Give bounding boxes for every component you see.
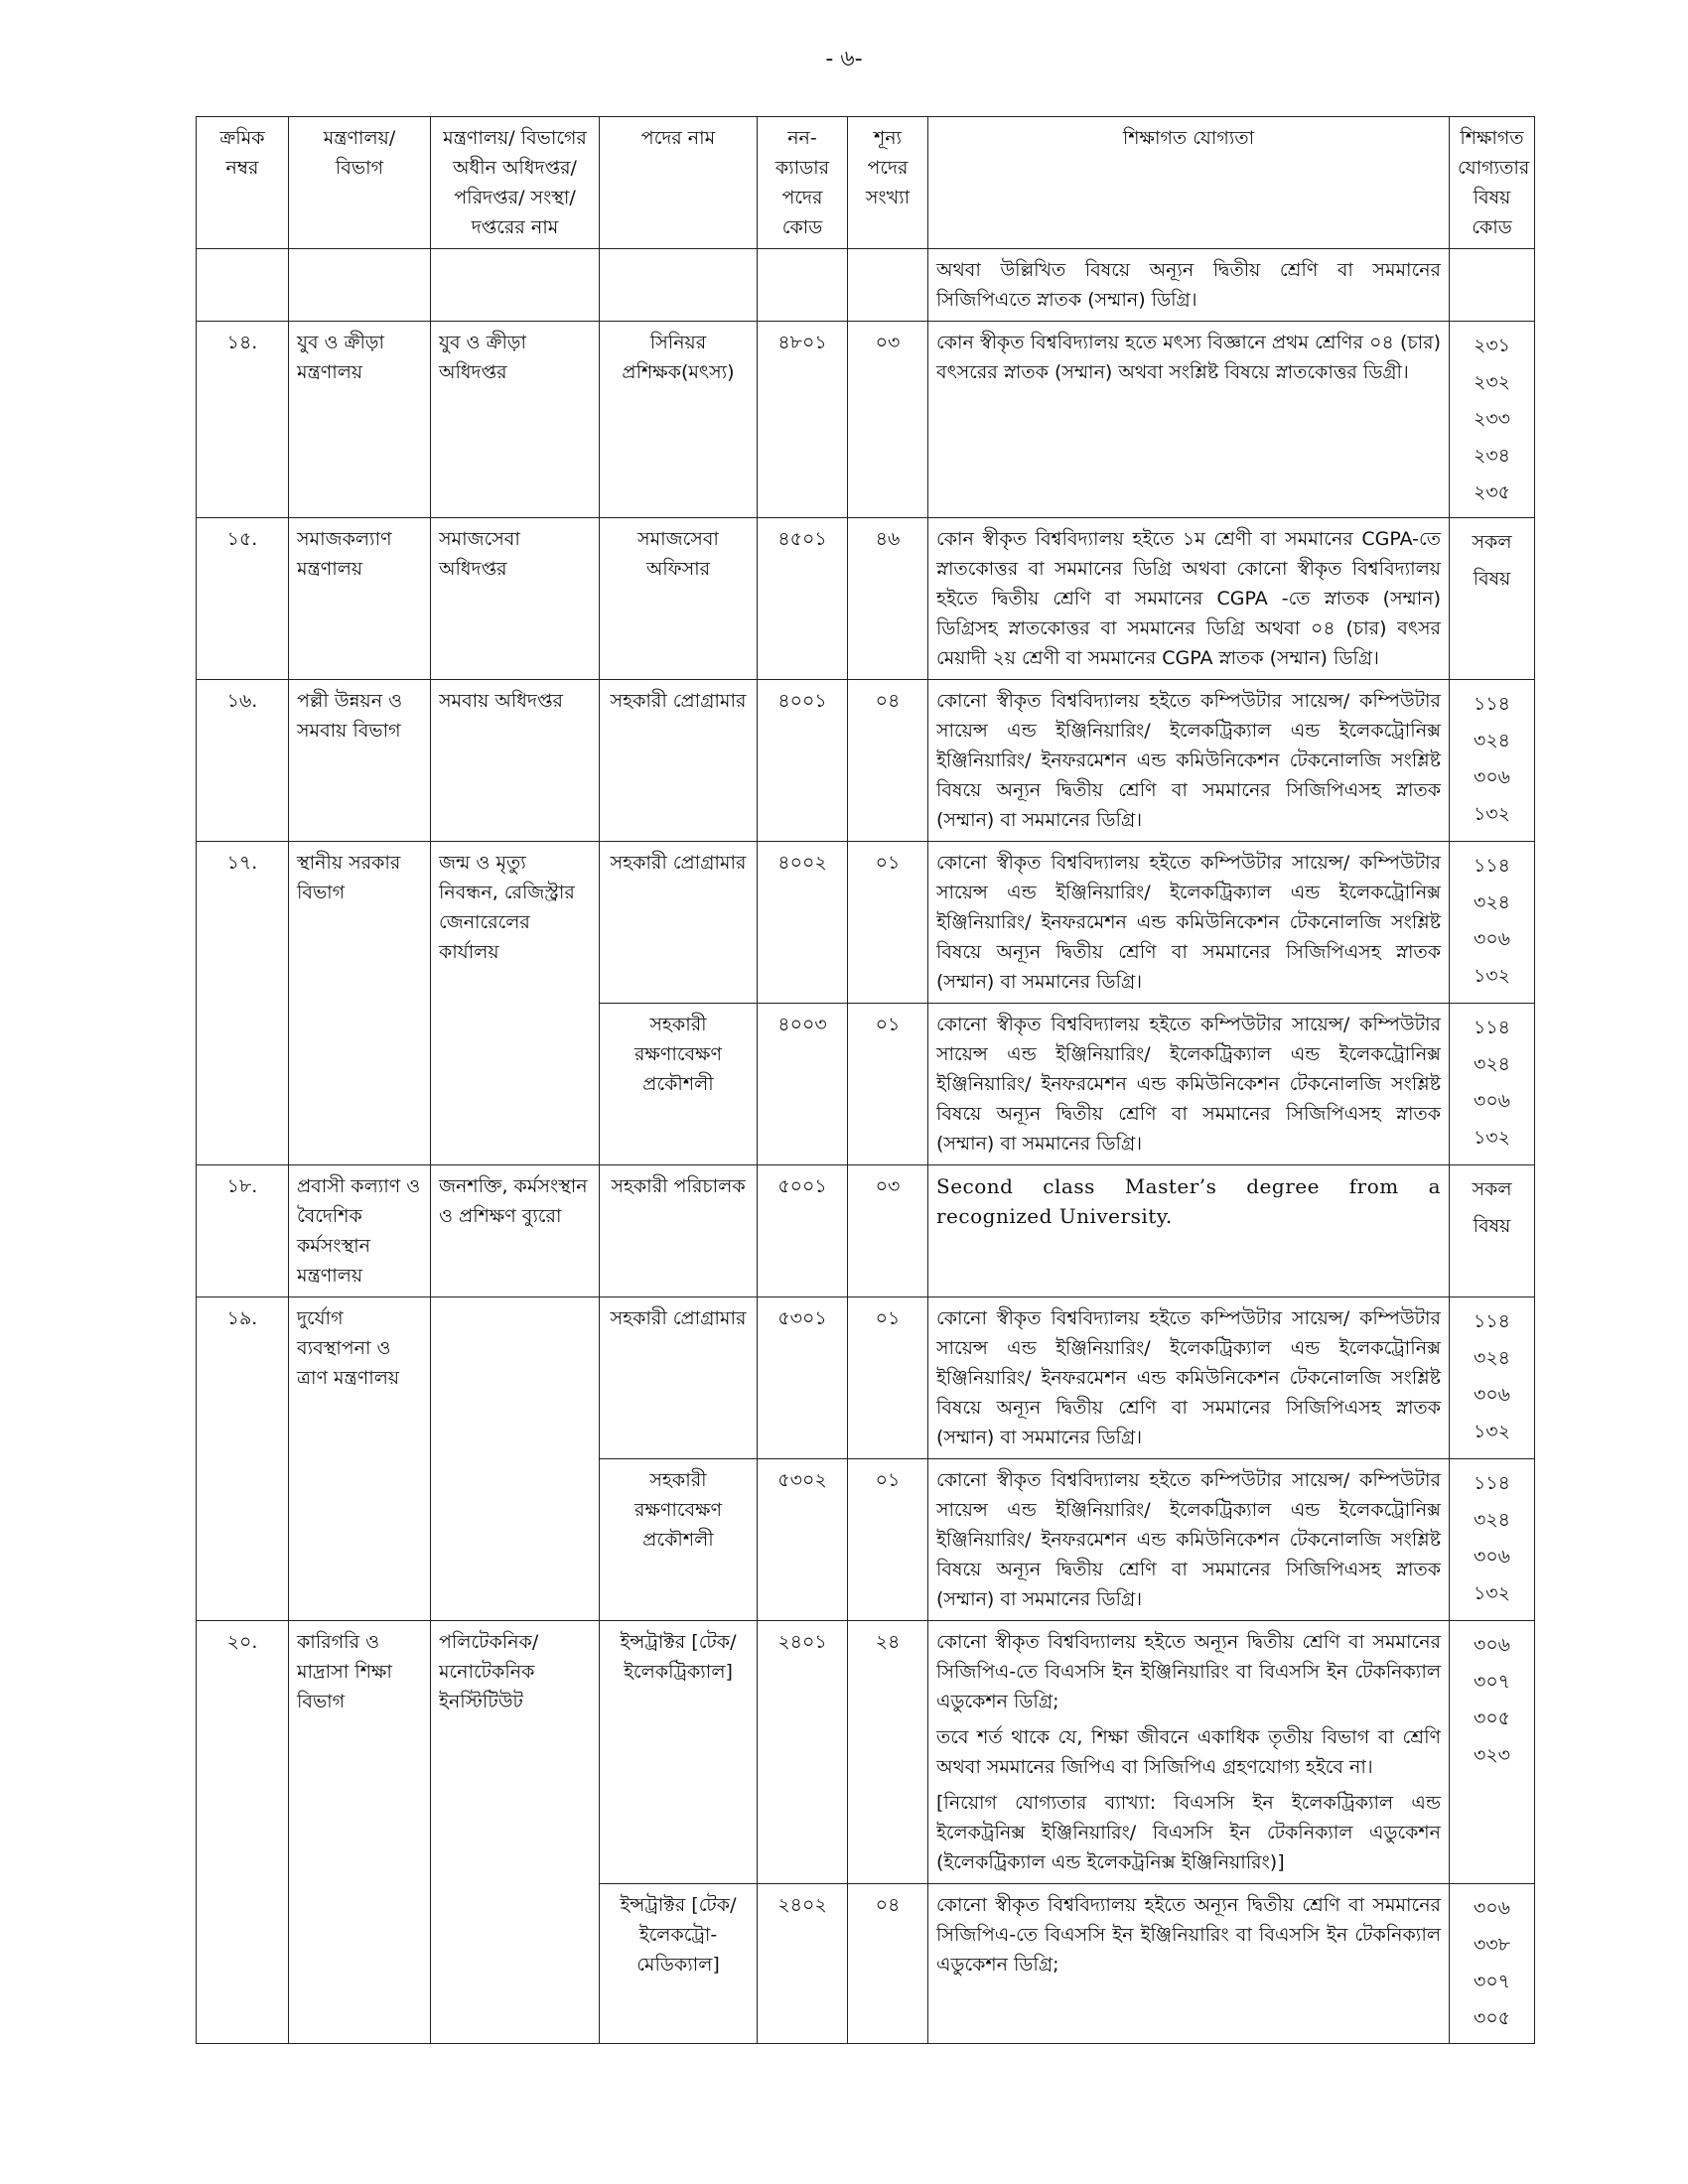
subject-code: ৩০৬ bbox=[1473, 1090, 1511, 1112]
qualification-cell bbox=[928, 1004, 1450, 1165]
subject-code: ৩২৪ bbox=[1473, 730, 1511, 751]
qualification-text: কোন স্বীকৃত বিশ্ববিদ্যালয় হতে মৎস্য বিজ্ঞানে প্রথম শ্রেণির ০৪ (চার) বৎসরের স্নাতক (সম্মান) অথবা সংশ্লিষ্ট বিষয়ে স্নাতকোত্তর ডিগ্রী। bbox=[936, 332, 1441, 383]
vacancy-cell: ০৪ bbox=[848, 1884, 928, 2044]
table-header-row bbox=[197, 117, 1535, 249]
subject-code-cell bbox=[1450, 518, 1535, 680]
subject-code-cell bbox=[1450, 1165, 1535, 1297]
subject-code: ১৩২ bbox=[1473, 965, 1511, 987]
subject-code-cell bbox=[1450, 1297, 1535, 1459]
subject-code-cell bbox=[1450, 1459, 1535, 1621]
post-name-cell: সমাজসেবা অফিসার bbox=[600, 518, 758, 680]
qualification-cell bbox=[928, 1621, 1450, 1884]
header-code: নন-ক্যাডার পদের কোড bbox=[758, 117, 848, 249]
subject-code: ৩০৬ bbox=[1473, 928, 1511, 950]
post-name-cell: সিনিয়র প্রশিক্ষক(মৎস্য) bbox=[600, 322, 758, 518]
subject-code: ৩২৩ bbox=[1473, 1744, 1511, 1766]
office-cell: সমবায় অধিদপ্তর bbox=[431, 680, 600, 842]
table-body bbox=[197, 249, 1535, 2044]
qualification-text: কোনো স্বীকৃত বিশ্ববিদ্যালয় হইতে কম্পিউটার সায়েন্স/ কম্পিউটার সায়েন্স এন্ড ইঞ্জিনিয়ারিং/ ইলেকট্রিক্যাল এন্ড ইলেকট্রোনিক্স ইঞ্জিনিয়ারিং/ ইনফরমেশন এন্ড কমিউনিকেশন টেকনোলজি সংশ্লিষ্ট বিষয়ে অন্যূন দ্বিতীয় শ্রেণি বা সমমানের সিজিপিএসহ স্নাতক (সম্মান) বা সমমানের ডিগ্রি। bbox=[936, 1469, 1441, 1610]
subject-code-cell bbox=[1450, 1884, 1535, 2044]
subject-code: ৩০৬ bbox=[1473, 1546, 1511, 1568]
header-qualification: শিক্ষাগত যোগ্যতা bbox=[928, 117, 1450, 249]
subject-code: ১৩২ bbox=[1473, 1127, 1511, 1149]
ministry-cell: কারিগরি ও মাদ্রাসা শিক্ষা বিভাগ bbox=[289, 1621, 431, 2044]
vacancy-cell: ৪৬ bbox=[848, 518, 928, 680]
subject-code: ৩০৫ bbox=[1473, 2007, 1511, 2029]
qualification-text: কোনো স্বীকৃত বিশ্ববিদ্যালয় হইতে কম্পিউটার সায়েন্স/ কম্পিউটার সায়েন্স এন্ড ইঞ্জিনিয়ারিং/ ইলেকট্রিক্যাল এন্ড ইলেকট্রোনিক্স ইঞ্জিনিয়ারিং/ ইনফরমেশন এন্ড কমিউনিকেশন টেকনোলজি সংশ্লিষ্ট বিষয়ে অন্যূন দ্বিতীয় শ্রেণি বা সমমানের সিজিপিএসহ স্নাতক (সম্মান) বা সমমানের ডিগ্রি। bbox=[936, 1014, 1441, 1155]
subject-code: ২৩৫ bbox=[1473, 481, 1511, 503]
continuation-row bbox=[197, 249, 1535, 322]
subject-code: ৩০৫ bbox=[1473, 1707, 1511, 1729]
header-subject-code: শিক্ষাগত যোগ্যতার বিষয় কোড bbox=[1450, 117, 1535, 249]
post-code-cell: ২৪০১ bbox=[758, 1621, 848, 1884]
subject-code-cell bbox=[1450, 322, 1535, 518]
post-code-cell: ৫৩০২ bbox=[758, 1459, 848, 1621]
qualification-text: তবে শর্ত থাকে যে, শিক্ষা জীবনে একাধিক তৃতীয় বিভাগ বা শ্রেণি অথবা সমমানের জিপিএ বা সিজিপিএ গ্রহণযোগ্য হইবে না। bbox=[936, 1726, 1441, 1778]
subject-code: ২৩৪ bbox=[1473, 445, 1511, 467]
subject-code: সকল bbox=[1472, 531, 1512, 553]
table-row bbox=[197, 680, 1535, 842]
office-cell bbox=[431, 1297, 600, 1621]
qualification-cell bbox=[928, 1884, 1450, 2044]
vacancy-cell: ০৩ bbox=[848, 1165, 928, 1297]
post-name-cell: সহকারী প্রোগ্রামার bbox=[600, 1297, 758, 1459]
subject-code: ১১৪ bbox=[1474, 1472, 1510, 1494]
header-ministry: মন্ত্রণালয়/ বিভাগ bbox=[289, 117, 431, 249]
qualification-cell bbox=[928, 1459, 1450, 1621]
ministry-cell: যুব ও ক্রীড়া মন্ত্রণালয় bbox=[289, 322, 431, 518]
table-row bbox=[197, 1297, 1535, 1459]
serial-cell: ১৫. bbox=[197, 518, 289, 680]
vacancy-cell: ০৪ bbox=[848, 680, 928, 842]
qualification-text: কোনো স্বীকৃত বিশ্ববিদ্যালয় হইতে অন্যূন দ্বিতীয় শ্রেণি বা সমমানের সিজিপিএ-তে বিএসসি ইন ইঞ্জিনিয়ারিং বা বিএসসি ইন টেকনিক্যাল এডুকেশন ডিগ্রি; bbox=[936, 1631, 1441, 1712]
subject-code: ৩০৬ bbox=[1473, 1897, 1511, 1919]
qualification-cell bbox=[928, 842, 1450, 1004]
subject-code: ৩০৭ bbox=[1473, 1971, 1511, 1992]
subject-code: ৩৩৮ bbox=[1473, 1934, 1511, 1956]
qualification-text: কোনো স্বীকৃত বিশ্ববিদ্যালয় হইতে কম্পিউটার সায়েন্স/ কম্পিউটার সায়েন্স এন্ড ইঞ্জিনিয়ারিং/ ইলেকট্রিক্যাল এন্ড ইলেকট্রোনিক্স ইঞ্জিনিয়ারিং/ ইনফরমেশন এন্ড কমিউনিকেশন টেকনোলজি সংশ্লিষ্ট বিষয়ে অন্যূন দ্বিতীয় শ্রেণি বা সমমানের সিজিপিএসহ স্নাতক (সম্মান) বা সমমানের ডিগ্রি। bbox=[936, 1307, 1441, 1448]
vacancy-cell: ০১ bbox=[848, 1459, 928, 1621]
subject-code: ১১৪ bbox=[1474, 855, 1510, 877]
office-cell: পলিটেকনিক/ মনোটেকনিক ইনস্টিটিউট bbox=[431, 1621, 600, 2044]
qualification-cell bbox=[928, 680, 1450, 842]
post-code-cell: ৪৮০১ bbox=[758, 322, 848, 518]
qualification-text: কোনো স্বীকৃত বিশ্ববিদ্যালয় হইতে অন্যূন দ্বিতীয় শ্রেণি বা সমমানের সিজিপিএ-তে বিএসসি ইন ইঞ্জিনিয়ারিং বা বিএসসি ইন টেকনিক্যাল এডুকেশন ডিগ্রি; bbox=[936, 1894, 1441, 1976]
post-name-cell: সহকারী রক্ষণাবেক্ষণ প্রকৌশলী bbox=[600, 1459, 758, 1621]
office-cell: যুব ও ক্রীড়া অধিদপ্তর bbox=[431, 322, 600, 518]
header-post: পদের নাম bbox=[600, 117, 758, 249]
vacancy-cell: ২৪ bbox=[848, 1621, 928, 1884]
vacancy-table bbox=[196, 116, 1535, 2044]
qualification-cell bbox=[928, 322, 1450, 518]
subject-code: ১১৪ bbox=[1474, 1310, 1510, 1332]
post-code-cell: ৫৩০১ bbox=[758, 1297, 848, 1459]
subject-code: ১৩২ bbox=[1473, 1421, 1511, 1442]
subject-code-cell bbox=[1450, 1621, 1535, 1884]
qualification-cell bbox=[928, 518, 1450, 680]
header-serial: ক্রমিক নম্বর bbox=[197, 117, 289, 249]
qualification-cell bbox=[928, 1297, 1450, 1459]
post-name-cell: ইন্সট্রাক্টর [টেক/ ইলেকট্রো-মেডিক্যাল] bbox=[600, 1884, 758, 2044]
subject-code: সকল bbox=[1472, 1178, 1512, 1200]
table-row bbox=[197, 842, 1535, 1004]
post-code-cell: ৪০০২ bbox=[758, 842, 848, 1004]
serial-cell: ১৭. bbox=[197, 842, 289, 1165]
post-code-cell: ৪৫০১ bbox=[758, 518, 848, 680]
subject-code: ২৩২ bbox=[1473, 371, 1511, 393]
subject-code: বিষয় bbox=[1473, 568, 1511, 590]
subject-code: ১১৪ bbox=[1474, 1017, 1510, 1038]
serial-cell: ১৮. bbox=[197, 1165, 289, 1297]
subject-code: ১৩২ bbox=[1473, 803, 1511, 825]
vacancy-cell: ০৩ bbox=[848, 322, 928, 518]
post-code-cell: ২৪০২ bbox=[758, 1884, 848, 2044]
subject-code: ২৩৩ bbox=[1473, 408, 1511, 430]
subject-code-cell bbox=[1450, 842, 1535, 1004]
table-row bbox=[197, 1621, 1535, 1884]
header-office: মন্ত্রণালয়/ বিভাগের অধীন অধিদপ্তর/ পরিদপ্তর/ সংস্থা/ দপ্তরের নাম bbox=[431, 117, 600, 249]
vacancy-cell: ০১ bbox=[848, 842, 928, 1004]
serial-cell: ১৪. bbox=[197, 322, 289, 518]
subject-code: ৩২৪ bbox=[1473, 1509, 1511, 1531]
subject-code: ৩০৬ bbox=[1473, 766, 1511, 788]
office-cell: সমাজসেবা অধিদপ্তর bbox=[431, 518, 600, 680]
post-name-cell: সহকারী পরিচালক bbox=[600, 1165, 758, 1297]
serial-cell: ১৯. bbox=[197, 1297, 289, 1621]
subject-code: ৩০৬ bbox=[1473, 1634, 1511, 1656]
page-number: - ৬- bbox=[825, 47, 863, 71]
subject-code: ৩২৪ bbox=[1473, 891, 1511, 913]
office-cell: জন্ম ও মৃত্যু নিবন্ধন, রেজিস্ট্রার জেনারেলের কার্যালয় bbox=[431, 842, 600, 1165]
qualification-text: [নিয়োগ যোগ্যতার ব্যাখ্যা: বিএসসি ইন ইলেকট্রিক্যাল এন্ড ইলেকট্রনিক্স ইঞ্জিনিয়ারিং/ বিএসসি ইন টেকনিক্যাল এডুকেশন (ইলেকট্রিক্যাল এন্ড ইলেকট্রনিক্স ইঞ্জিনিয়ারিং)] bbox=[936, 1792, 1441, 1873]
subject-code: ২৩১ bbox=[1473, 335, 1511, 356]
vacancy-cell: ০১ bbox=[848, 1297, 928, 1459]
ministry-cell: প্রবাসী কল্যাণ ও বৈদেশিক কর্মসংস্থান মন্ত্রণালয় bbox=[289, 1165, 431, 1297]
post-code-cell: ৫০০১ bbox=[758, 1165, 848, 1297]
post-code-cell: ৪০০১ bbox=[758, 680, 848, 842]
subject-code: ৩২৪ bbox=[1473, 1347, 1511, 1369]
ministry-cell: সমাজকল্যাণ মন্ত্রণালয় bbox=[289, 518, 431, 680]
ministry-cell: স্থানীয় সরকার বিভাগ bbox=[289, 842, 431, 1165]
qualification-text: কোনো স্বীকৃত বিশ্ববিদ্যালয় হইতে কম্পিউটার সায়েন্স/ কম্পিউটার সায়েন্স এন্ড ইঞ্জিনিয়ারিং/ ইলেকট্রিক্যাল এন্ড ইলেকট্রোনিক্স ইঞ্জিনিয়ারিং/ ইনফরমেশন এন্ড কমিউনিকেশন টেকনোলজি সংশ্লিষ্ট বিষয়ে অন্যূন দ্বিতীয় শ্রেণি বা সমমানের সিজিপিএসহ স্নাতক (সম্মান) বা সমমানের ডিগ্রি। bbox=[936, 690, 1441, 831]
qualification-text: কোন স্বীকৃত বিশ্ববিদ্যালয় হইতে ১ম শ্রেণী বা সমমানের CGPA-তে স্নাতকোত্তর বা সমমানের ডিগ্রি অথবা কোনো স্বীকৃত বিশ্ববিদ্যালয় হইতে দ্বিতীয় শ্রেণি বা সমমানের CGPA -তে স্নাতক (সম্মান) ডিগ্রিসহ স্নাতকোত্তর বা সমমানের ডিগ্রি অথবা ০৪ (চার) বৎসর মেয়াদী ২য় শ্রেণী বা সমমানের CGPA স্নাতক (সম্মান) ডিগ্রি। bbox=[936, 528, 1441, 669]
header-vacancy: শূন্য পদের সংখ্যা bbox=[848, 117, 928, 249]
subject-code: ৩০৬ bbox=[1473, 1384, 1511, 1406]
qualification-text: Second class Master’s degree from a recognized University. bbox=[936, 1174, 1441, 1228]
subject-code-cell bbox=[1450, 680, 1535, 842]
qualification-cell bbox=[928, 1165, 1450, 1297]
office-cell: জনশক্তি, কর্মসংস্থান ও প্রশিক্ষণ ব্যুরো bbox=[431, 1165, 600, 1297]
ministry-cell: দুর্যোগ ব্যবস্থাপনা ও ত্রাণ মন্ত্রণালয় bbox=[289, 1297, 431, 1621]
table-row bbox=[197, 1165, 1535, 1297]
post-name-cell: ইন্সট্রাক্টর [টেক/ ইলেকট্রিক্যাল] bbox=[600, 1621, 758, 1884]
continuation-text: অথবা উল্লিখিত বিষয়ে অন্যূন দ্বিতীয় শ্রেণি বা সমমানের সিজিপিএতে স্নাতক (সম্মান) ডিগ্রি। bbox=[928, 249, 1450, 322]
vacancy-cell: ০১ bbox=[848, 1004, 928, 1165]
qualification-text: কোনো স্বীকৃত বিশ্ববিদ্যালয় হইতে কম্পিউটার সায়েন্স/ কম্পিউটার সায়েন্স এন্ড ইঞ্জিনিয়ারিং/ ইলেকট্রিক্যাল এন্ড ইলেকট্রোনিক্স ইঞ্জিনিয়ারিং/ ইনফরমেশন এন্ড কমিউনিকেশন টেকনোলজি সংশ্লিষ্ট বিষয়ে অন্যূন দ্বিতীয় শ্রেণি বা সমমানের সিজিপিএসহ স্নাতক (সম্মান) বা সমমানের ডিগ্রি। bbox=[936, 852, 1441, 993]
post-code-cell: ৪০০৩ bbox=[758, 1004, 848, 1165]
post-name-cell: সহকারী প্রোগ্রামার bbox=[600, 680, 758, 842]
subject-code-cell bbox=[1450, 1004, 1535, 1165]
serial-cell: ১৬. bbox=[197, 680, 289, 842]
subject-code: ৩২৪ bbox=[1473, 1053, 1511, 1075]
table-row bbox=[197, 322, 1535, 518]
subject-code: ১১৪ bbox=[1474, 693, 1510, 715]
subject-code: ৩০৭ bbox=[1473, 1671, 1511, 1693]
subject-code: ১৩২ bbox=[1473, 1582, 1511, 1604]
table-row bbox=[197, 518, 1535, 680]
post-name-cell: সহকারী প্রোগ্রামার bbox=[600, 842, 758, 1004]
ministry-cell: পল্লী উন্নয়ন ও সমবায় বিভাগ bbox=[289, 680, 431, 842]
subject-code: বিষয় bbox=[1473, 1215, 1511, 1237]
serial-cell: ২০. bbox=[197, 1621, 289, 2044]
post-name-cell: সহকারী রক্ষণাবেক্ষণ প্রকৌশলী bbox=[600, 1004, 758, 1165]
